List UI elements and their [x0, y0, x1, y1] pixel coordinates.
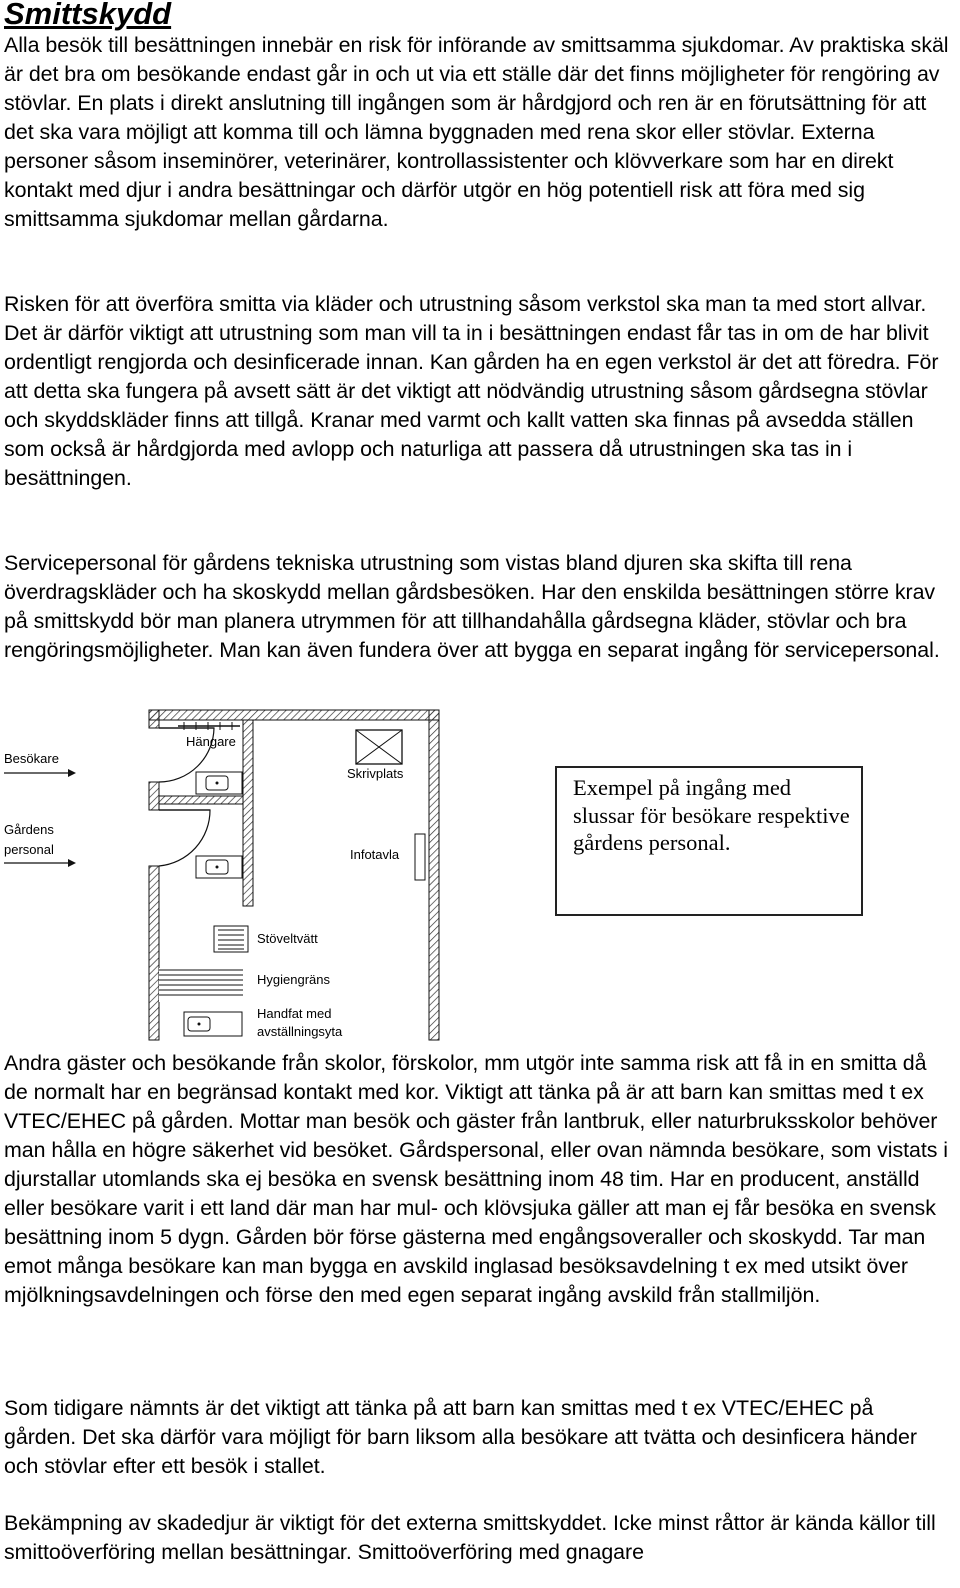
desk-icon	[356, 730, 402, 764]
entrance-floor-plan	[0, 706, 550, 1046]
label-besokare: Besökare	[4, 751, 59, 766]
sink-icon	[196, 856, 242, 878]
arrow-right-icon	[4, 769, 76, 777]
label-stoveltvatt: Stöveltvätt	[257, 931, 318, 946]
hygiene-border	[159, 968, 243, 1002]
label-handfat-line1: Handfat med	[257, 1006, 332, 1021]
figure-caption: Exempel på ingång med slussar för besökare respektive gårdens personal.	[573, 775, 850, 855]
figure-caption-box	[555, 766, 863, 916]
paragraph-pests: Bekämpning av skadedjur är viktigt för det externa smittskyddet. Icke minst råttor är kända källor till smittoöverföring mellan besättningar. Smittoöverföring med gnagare	[4, 1511, 936, 1564]
paragraph-guests: Andra gäster och besökande från skolor, förskolor, mm utgör inte samma risk att få in en smitta då de normalt har en begränsad kontakt med kor. Viktigt att tänka på är att barn kan smittas med t ex VTEC/EHEC på gården. Mottar man besök och gäster från lantbruk, eller naturbruksskolor behöver man hålla en högre säkerhet vid besöket. Gårdspersonal, eller ovan nämnda besökare, som vistats i djurstallar utomlands ska ej besöka en svensk besättning inom 48 tim. Har en producent, anställd eller besökare varit i ett land där man har mul- och klövsjuka gäller att man ej får besöka en svensk besättning inom 5 dygn. Gården bör förse gästerna med engångsoveraller och skoskydd. Tar man emot många besökare kan man bygga en avskild inglasad besöksavdelning t ex med utsikt över mjölkningsavdelningen och förse den med egen separat ingång avskild från stallmiljön.	[4, 1051, 948, 1307]
arrow-right-icon	[4, 859, 76, 867]
washbasin-icon	[184, 1012, 242, 1036]
label-hangare: Hängare	[186, 734, 236, 749]
hanger-icon	[178, 722, 240, 730]
paragraph-entry-risk: Alla besök till besättningen innebär en risk för införande av smittsamma sjukdomar. Av praktiska skäl är det bra om besökande endast går in och ut via ett ställe där det finns möjligheter för rengöring av stövlar. En plats i direkt anslutning till ingången som är hårdgjord och ren är en förutsättning för att det ska vara möjligt att komma till och lämna byggnaden med rena skor eller stövlar. Externa personer såsom inseminörer, veterinärer, kontrollassistenter och klövverkare som har en direkt kontakt med djur i andra besättningar och därför utgör en hög potentiell risk att föra med sig smittsamma sjukdomar mellan gårdarna.	[4, 33, 949, 231]
paragraph-service-personnel: Servicepersonal för gårdens tekniska utrustning som vistas bland djuren ska skifta till rena överdragskläder och ha skoskydd mellan gårdsbesöken. Har den enskilda besättningen större krav på smittskydd bör man planera utrymmen för att tillhandahålla gårdsegna kläder, stövlar och bra rengöringsmöjligheter. Man kan även fundera över att bygga en separat ingång för servicepersonal.	[4, 551, 940, 662]
sink-icon	[196, 772, 242, 794]
boot-wash-icon	[214, 926, 248, 952]
label-gardens-personal-line1: Gårdens	[4, 822, 54, 837]
label-handfat-line2: avställningsyta	[257, 1024, 343, 1039]
label-skrivplats: Skrivplats	[347, 766, 404, 781]
paragraph-equipment: Risken för att överföra smitta via kläder och utrustning såsom verkstol ska man ta med stort allvar. Det är därför viktigt att utrustning som man vill ta in i besättningen endast får tas in om de har blivit ordentligt rengjorda och desinficerade innan. Kan gården ha en egen verkstol är det att föredra. För att detta ska fungera på avsett sätt är det viktigt att nödvändig utrustning såsom gårdsegna stövlar och skyddskläder finns att tillgå. Kranar med varmt och kallt vatten ska finnas på avsedda ställen som också är hårdgjorda med avlopp och naturliga att passera då utrustningen ska tas in i besättningen.	[4, 292, 939, 490]
section-heading: Smittskydd	[4, 0, 172, 31]
label-infotavla: Infotavla	[350, 847, 400, 862]
infoboard-icon	[415, 834, 425, 880]
label-gardens-personal-line2: personal	[4, 842, 54, 857]
paragraph-children: Som tidigare nämnts är det viktigt att tänka på att barn kan smittas med t ex VTEC/EHEC på gården. Det ska därför vara möjligt för barn liksom alla besökare att tvätta och desinficera händer och stövlar efter ett besök i stallet.	[4, 1396, 917, 1478]
label-hygiengrans: Hygiengräns	[257, 972, 330, 987]
